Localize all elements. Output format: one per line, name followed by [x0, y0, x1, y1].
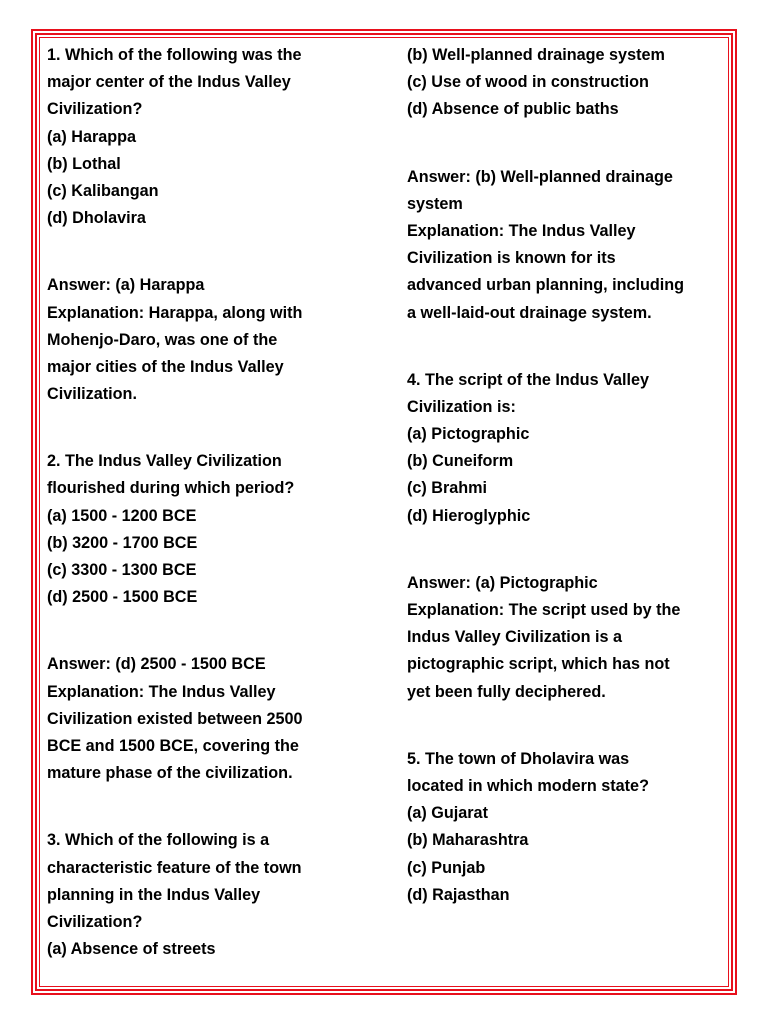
question-3-continued — [407, 42, 725, 327]
explanation-3-line: Civilization is known for its — [407, 249, 616, 268]
explanation-3-line: a well-laid-out drainage system. — [407, 303, 652, 322]
explanation-1-line: Civilization. — [47, 385, 137, 404]
option-d: (d) Rajasthan — [407, 885, 510, 904]
question-4-text-line: 4. The script of the Indus Valley — [407, 370, 649, 389]
question-5 — [407, 746, 725, 909]
explanation-1-line: Mohenjo-Daro, was one of the — [47, 330, 278, 349]
right-column — [407, 42, 725, 909]
question-3-text-line: planning in the Indus Valley — [47, 885, 261, 904]
option-b: (b) Maharashtra — [407, 831, 529, 850]
option-a: (a) Pictographic — [407, 425, 530, 444]
explanation-4-line: Explanation: The script used by the — [407, 601, 681, 619]
answer-3-line: system — [407, 194, 463, 213]
left-column — [47, 42, 387, 963]
option-c: (c) 3300 - 1300 BCE — [47, 561, 197, 579]
explanation-3-line: Explanation: The Indus Valley — [407, 221, 636, 240]
option-c: (c) Kalibangan — [47, 181, 159, 200]
question-4-text-line: Civilization is: — [407, 397, 516, 416]
question-1 — [47, 42, 387, 408]
explanation-4-line: pictographic script, which has not — [407, 655, 670, 674]
explanation-2-line: mature phase of the civilization. — [47, 764, 293, 783]
question-1-text-line: Civilization? — [47, 100, 143, 119]
question-5-text-line: 5. The town of Dholavira was — [407, 749, 630, 768]
question-2 — [47, 448, 387, 787]
option-a: (a) Gujarat — [407, 804, 488, 823]
explanation-4-line: Indus Valley Civilization is a — [407, 628, 623, 647]
option-c: (c) Punjab — [407, 858, 486, 877]
option-c: (c) Use of wood in construction — [407, 73, 649, 92]
explanation-2-line: BCE and 1500 BCE, covering the — [47, 736, 299, 755]
option-a: (a) Absence of streets — [47, 940, 216, 959]
option-d: (d) Hieroglyphic — [407, 506, 531, 525]
option-a: (a) 1500 - 1200 BCE — [47, 506, 197, 525]
option-d: (d) Dholavira — [47, 209, 146, 228]
option-d: (d) 2500 - 1500 BCE — [47, 588, 198, 607]
question-2-text-line: 2. The Indus Valley Civilization — [47, 452, 282, 471]
option-c: (c) Brahmi — [407, 479, 488, 498]
question-2-text-line: flourished during which period? — [47, 479, 295, 498]
question-4 — [407, 367, 725, 706]
answer-2: Answer: (d) 2500 - 1500 BCE — [47, 655, 266, 674]
answer-1: Answer: (a) Harappa — [47, 276, 205, 295]
option-b: (b) Well-planned drainage system — [407, 46, 665, 64]
explanation-2-line: Explanation: The Indus Valley — [47, 682, 276, 701]
answer-3-line: Answer: (b) Well-planned drainage — [407, 167, 673, 186]
question-5-text-line: located in which modern state? — [407, 776, 649, 795]
option-b: (b) 3200 - 1700 BCE — [47, 533, 198, 552]
explanation-1-line: major cities of the Indus Valley — [47, 357, 284, 376]
option-a: (a) Harappa — [47, 127, 137, 146]
question-3-text-line: Civilization? — [47, 912, 143, 931]
question-1-text-line: 1. Which of the following was the — [47, 46, 302, 64]
question-3 — [47, 827, 387, 963]
option-b: (b) Lothal — [47, 154, 121, 173]
explanation-1-line: Explanation: Harappa, along with — [47, 303, 303, 322]
option-d: (d) Absence of public baths — [407, 100, 619, 119]
question-1-text-line: major center of the Indus Valley — [47, 73, 291, 92]
explanation-2-line: Civilization existed between 2500 — [47, 709, 303, 728]
question-3-text-line: 3. Which of the following is a — [47, 831, 270, 850]
question-3-text-line: characteristic feature of the town — [47, 858, 302, 877]
option-b: (b) Cuneiform — [407, 452, 514, 471]
explanation-3-line: advanced urban planning, including — [407, 276, 685, 295]
explanation-4-line: yet been fully deciphered. — [407, 682, 606, 701]
answer-4: Answer: (a) Pictographic — [407, 573, 598, 592]
